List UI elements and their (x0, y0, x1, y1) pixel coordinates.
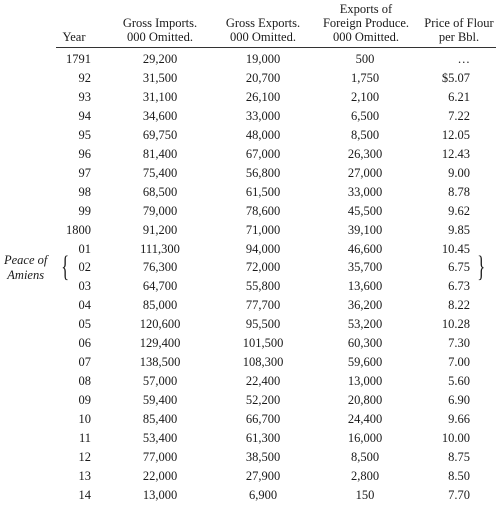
foreign-produce-cell: 150 (355, 487, 375, 502)
right-brace-icon: } (477, 250, 486, 283)
peace-of-amiens-label (4, 253, 47, 283)
table-row (0, 353, 500, 372)
exports-cell: 38,500 (245, 449, 281, 464)
exports-cell: 6,900 (248, 487, 278, 502)
imports-cell: 34,600 (142, 108, 178, 123)
imports-cell: 129,400 (139, 336, 181, 351)
foreign-produce-cell: 33,000 (347, 184, 383, 199)
table-row (0, 240, 500, 259)
foreign-produce-cell: 24,400 (347, 412, 383, 427)
flour-price-cell: 8.75 (448, 449, 470, 464)
year-cell: 08 (78, 374, 91, 389)
imports-cell: 85,000 (142, 298, 178, 313)
flour-price-cell: 5.60 (448, 374, 470, 389)
exports-cell: 61,500 (245, 184, 281, 199)
left-brace-icon: { (61, 250, 70, 283)
year-cell: 01 (78, 241, 91, 256)
flour-price-cell: 7.70 (448, 487, 470, 502)
foreign-produce-cell: 8,500 (350, 449, 380, 464)
table-row (0, 258, 500, 277)
exports-cell: 95,500 (245, 317, 281, 332)
foreign-produce-cell: 26,300 (347, 146, 383, 161)
year-cell: 97 (78, 165, 91, 180)
exports-cell: 56,800 (245, 165, 281, 180)
header-price-line2: per Bbl. (438, 30, 480, 44)
year-cell: 92 (78, 71, 91, 85)
exports-cell: 72,000 (245, 260, 281, 275)
exports-cell: 48,000 (245, 127, 281, 142)
foreign-produce-cell: 59,600 (347, 355, 383, 370)
header-exports-line1: Gross Exports. (225, 16, 301, 30)
table-row (0, 334, 500, 353)
header-foreign (316, 2, 416, 44)
year-cell: 11 (78, 431, 91, 445)
header-price (414, 16, 500, 44)
flour-price-cell: … (457, 52, 470, 66)
header-foreign-line3: 000 Omitted. (333, 30, 399, 44)
flour-price-cell: 10.45 (441, 241, 470, 256)
header-foreign-line2: Foreign Produce. (322, 16, 410, 30)
flour-price-cell: 10.28 (441, 317, 470, 332)
foreign-produce-cell: 39,100 (347, 222, 383, 237)
flour-price-cell: 6.21 (448, 89, 470, 104)
exports-cell: 22,400 (245, 374, 281, 389)
year-cell: 14 (78, 487, 91, 502)
table-row (0, 315, 500, 334)
year-cell: 94 (78, 108, 91, 123)
imports-cell: 79,000 (142, 203, 178, 218)
table-row (0, 202, 500, 221)
header-year (52, 30, 96, 44)
flour-price-cell: 6.73 (448, 279, 470, 294)
exports-cell: 61,300 (245, 431, 281, 445)
year-cell: 02 (78, 260, 91, 275)
flour-price-cell: 9.00 (448, 165, 470, 180)
year-cell: 1800 (66, 222, 91, 237)
year-cell: 12 (78, 449, 91, 464)
flour-price-cell: 12.05 (441, 127, 470, 142)
imports-cell: 111,300 (140, 241, 180, 256)
flour-price-cell: $5.07 (441, 71, 470, 85)
imports-cell: 69,750 (142, 127, 178, 142)
imports-cell: 77,000 (142, 449, 178, 464)
table-row (0, 164, 500, 183)
foreign-produce-cell: 1,750 (350, 71, 380, 85)
table-row (0, 448, 500, 467)
foreign-produce-cell: 2,100 (350, 89, 380, 104)
flour-price-cell: 10.00 (441, 431, 470, 445)
imports-cell: 29,200 (142, 52, 178, 66)
peace-label-line1: Peace of (4, 253, 48, 267)
foreign-produce-cell: 13,600 (347, 279, 383, 294)
exports-cell: 55,800 (245, 279, 281, 294)
flour-price-cell: 9.62 (448, 203, 470, 218)
imports-cell: 85,400 (142, 412, 178, 427)
imports-cell: 59,400 (142, 393, 178, 408)
year-cell: 04 (78, 298, 91, 313)
exports-cell: 33,000 (245, 108, 281, 123)
year-cell: 09 (78, 393, 91, 408)
foreign-produce-cell: 45,500 (347, 203, 383, 218)
foreign-produce-cell: 500 (355, 52, 375, 66)
year-cell: 98 (78, 184, 91, 199)
year-cell: 05 (78, 317, 91, 332)
exports-cell: 27,900 (245, 468, 281, 483)
header-exports (214, 16, 312, 44)
year-cell: 10 (78, 412, 91, 427)
year-cell: 03 (78, 279, 91, 294)
exports-cell: 19,000 (245, 52, 281, 66)
header-rule (56, 47, 496, 48)
foreign-produce-cell: 2,800 (350, 468, 380, 483)
imports-cell: 53,400 (142, 431, 178, 445)
imports-cell: 31,500 (142, 71, 178, 85)
flour-price-cell: 6.90 (448, 393, 470, 408)
year-cell: 99 (78, 203, 91, 218)
imports-cell: 75,400 (142, 165, 178, 180)
flour-price-cell: 12.43 (441, 146, 470, 161)
imports-cell: 81,400 (142, 146, 178, 161)
table-row (0, 486, 500, 505)
imports-cell: 68,500 (142, 184, 178, 199)
imports-cell: 57,000 (142, 374, 178, 389)
flour-price-cell: 9.66 (448, 412, 470, 427)
table-row (0, 107, 500, 126)
foreign-produce-cell: 16,000 (347, 431, 383, 445)
foreign-produce-cell: 27,000 (347, 165, 383, 180)
exports-cell: 52,200 (245, 393, 281, 408)
year-cell: 07 (78, 355, 91, 370)
flour-price-cell: 7.00 (448, 355, 470, 370)
foreign-produce-cell: 35,700 (347, 260, 383, 275)
table-row (0, 145, 500, 164)
foreign-produce-cell: 6,500 (350, 108, 380, 123)
imports-cell: 22,000 (142, 468, 178, 483)
header-imports-line2: 000 Omitted. (127, 30, 193, 44)
imports-cell: 120,600 (139, 317, 181, 332)
header-year-label: Year (62, 30, 86, 44)
table-row (0, 69, 500, 88)
imports-cell: 91,200 (142, 222, 178, 237)
table-row (0, 410, 500, 429)
header-foreign-line1: Exports of (339, 2, 393, 16)
foreign-produce-cell: 13,000 (347, 374, 383, 389)
flour-price-cell: 8.50 (448, 468, 470, 483)
foreign-produce-cell: 53,200 (347, 317, 383, 332)
year-cell: 96 (78, 146, 91, 161)
exports-cell: 101,500 (242, 336, 284, 351)
flour-price-cell: 7.22 (448, 108, 470, 123)
exports-cell: 66,700 (245, 412, 281, 427)
table-row (0, 277, 500, 296)
foreign-produce-cell: 20,800 (347, 393, 383, 408)
table-row (0, 372, 500, 391)
year-cell: 1791 (66, 52, 91, 66)
table-row (0, 183, 500, 202)
year-cell: 13 (78, 468, 91, 483)
exports-cell: 108,300 (242, 355, 284, 370)
header-exports-line2: 000 Omitted. (230, 30, 296, 44)
flour-price-cell: 6.75 (448, 260, 470, 275)
year-cell: 06 (78, 336, 91, 351)
exports-cell: 26,100 (245, 89, 281, 104)
flour-price-cell: 7.30 (448, 336, 470, 351)
flour-price-cell: 8.78 (448, 184, 470, 199)
header-price-line1: Price of Flour (424, 16, 494, 30)
table-row (0, 50, 500, 69)
imports-cell: 138,500 (139, 355, 181, 370)
table-row (0, 126, 500, 145)
header-imports-line1: Gross Imports. (122, 16, 198, 30)
foreign-produce-cell: 36,200 (347, 298, 383, 313)
year-cell: 95 (78, 127, 91, 142)
exports-cell: 77,700 (245, 298, 281, 313)
imports-cell: 31,100 (142, 89, 178, 104)
imports-cell: 13,000 (142, 487, 178, 502)
foreign-produce-cell: 8,500 (350, 127, 380, 142)
table-row (0, 88, 500, 107)
table-row (0, 429, 500, 448)
header-imports (112, 16, 208, 44)
table-row (0, 467, 500, 486)
table-row (0, 296, 500, 315)
table-row (0, 221, 500, 240)
foreign-produce-cell: 60,300 (347, 336, 383, 351)
flour-price-cell: 8.22 (448, 298, 470, 313)
imports-cell: 76,300 (142, 260, 178, 275)
exports-cell: 94,000 (245, 241, 281, 256)
exports-cell: 71,000 (245, 222, 281, 237)
exports-cell: 67,000 (245, 146, 281, 161)
imports-cell: 64,700 (142, 279, 178, 294)
peace-label-line2: Amiens (7, 268, 45, 282)
exports-cell: 78,600 (245, 203, 281, 218)
exports-cell: 20,700 (245, 71, 281, 85)
year-cell: 93 (78, 89, 91, 104)
foreign-produce-cell: 46,600 (347, 241, 383, 256)
flour-price-cell: 9.85 (448, 222, 470, 237)
table-row (0, 391, 500, 410)
